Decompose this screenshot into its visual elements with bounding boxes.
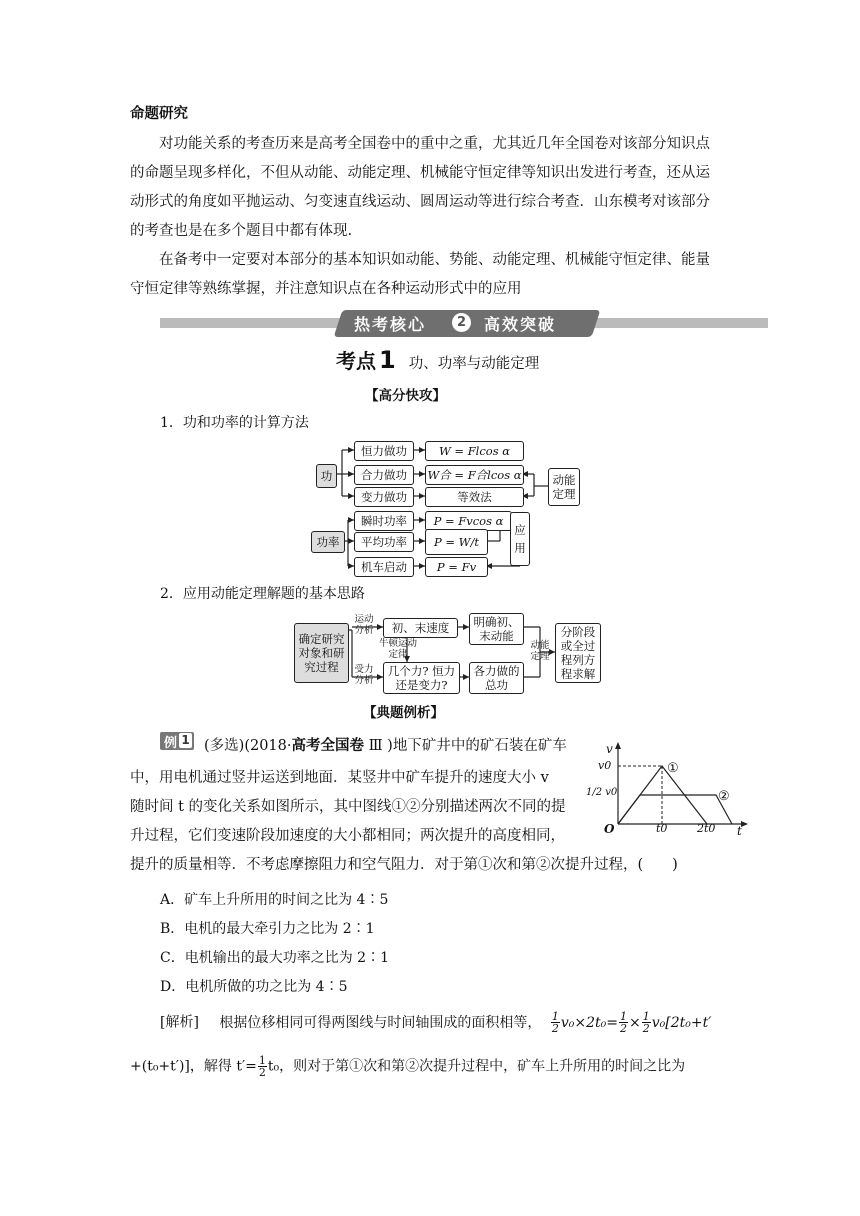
example-line: 升过程，它们变速阶段加速度的大小都相同；两次提升的高度相同， [130,828,565,844]
graph-2t0-label: 2t0 [697,822,716,835]
diagram1-hengli-formula: W = Flcos α [425,441,524,461]
diagram1-yingyong-box: 应用 [510,512,530,566]
graph-marker-2: ② [718,789,730,804]
para1-line: 动形式的角度如平抛运动、匀变速直线运动、圆周运动等进行综合考查．山东模考对该部分 [130,194,710,210]
diagram2-mingque-box: 明确初、末动能 [469,613,524,645]
graph-t-label: t [737,824,742,838]
solution-line-2-text-b: t₀，则对于第①次和第②次提升过程中，矿车上升所用的时间之比为 [267,1058,686,1075]
diagram1-dongneng-box: 动能定理 [548,468,580,506]
diagram1-jiche-formula: P = Fv [425,557,488,577]
graph-marker-1: ① [667,761,679,776]
example-source-prefix: (多选)(2018· [204,738,292,754]
graph-half-v0-label: 1/2 v0 [586,787,618,798]
graph-origin: O [604,822,615,836]
solution-line-1-text: 根据位移相同可得两图线与时间轴围成的面积相等， [219,1014,542,1031]
diagram1-heli-box: 合力做功 [354,465,414,485]
diagram2-geli-box: 各力做的总功 [469,662,524,694]
diagram1-shunshi-formula: P = Fvcos α [425,511,512,531]
banner-number-icon: 2 [452,313,471,332]
diagram1-heli-formula: W合 = F合lcos α [425,465,524,485]
solution-tag: [解析] [160,1014,199,1031]
section-title-gaofen: 【高分快攻】 [365,388,446,404]
example-tag [160,732,194,750]
para1-line: 的命题呈现多样化，不但从动能、动能定理、机械能守恒定律等知识出发进行考查，还从运 [130,165,710,181]
para2-line: 在备考中一定要对本部分的基本知识如动能、势能、动能定理、机械能守恒定律、能量 [159,252,710,268]
graph-v-label: v [606,742,613,756]
diagram1-bianli-method: 等效法 [425,487,524,507]
option-d: D．电机所做的功之比为 4∶5 [160,979,348,995]
diagram1-pingjun-formula: P = W/t [425,529,488,555]
diagram2-shouli-label: 受力分析 [354,664,374,686]
diagram1-hengli-box: 恒力做功 [354,441,414,461]
banner-left-text: 热考核心 [354,315,427,334]
solution-line-1: [解析] 根据位移相同可得两图线与时间轴围成的面积相等， $\frac{1}{2}$ v₀×2t₀= $\frac{1}{2}$ × $\frac{1}{2}$ v₀[2t₀+t′ [160,1010,712,1035]
graph-v0-label: v0 [598,759,612,772]
example-line: 提升的质量相等．不考虑摩擦阻力和空气阻力．对于第①次和第②次提升过程，( ) [130,857,678,873]
solution-line-2-text-a: +(t₀+t′)]，解得 t′= [130,1058,257,1075]
para2-line: 守恒定律等熟练掌握，并注意知识点在各种运动形式中的应用 [130,281,522,297]
graph-t0-label: t0 [656,822,668,835]
diagram1-gong-box: 功 [316,464,337,488]
kaodian-number: 1 [379,346,396,374]
kaodian-title: 功、功率与动能定理 [408,356,540,372]
section-title-diantu: 【典题例析】 [363,705,444,721]
option-b: B．电机的最大牵引力之比为 2∶1 [160,921,375,937]
para1-line: 的考查也是在多个题目中都有体现. [130,223,353,239]
example-source-name: 高考全国卷 [291,738,364,754]
example-line: 随时间 t 的变化关系如图所示，其中图线①②分别描述两次不同的提 [130,799,566,815]
diagram1-gonglv-box: 功率 [311,531,345,553]
curve-2 [618,795,732,824]
diagram1-jiche-box: 机车启动 [354,557,414,577]
diagram2-end-box: 分阶段或全过程列方程求解 [555,623,601,683]
diagram2-niudun-label: 牛顿运动定律 [378,638,417,660]
example-source-suffix: Ⅲ )地下矿井中的矿石装在矿车 [363,738,567,754]
diagram1-shunshi-box: 瞬时功率 [354,511,414,531]
example-first-line [204,734,567,755]
diagram2-dnd-label: 动能定理 [530,640,550,662]
example-line: 中，用电机通过竖井运送到地面．某竖井中矿车提升的速度大小 v [130,770,549,786]
item-2-title: 2．应用动能定理解题的基本思路 [160,586,365,602]
solution-line-2: +(t₀+t′)]，解得 t′= $\frac{1}{2}$ t₀，则对于第①次和第②次提升过程中，矿车上升所用的时间之比为 [130,1054,686,1079]
item-1-title: 1．功和功率的计算方法 [160,415,309,431]
banner-right-text: 高效突破 [484,315,557,334]
kaodian-label: 考点 [336,349,376,373]
option-c: C．电机输出的最大功率之比为 2∶1 [160,950,389,966]
diagram1-pingjun-box: 平均功率 [354,532,414,552]
diagram2-chumo-box: 初、末速度 [383,618,458,638]
intro-heading: 命题研究 [130,106,188,122]
diagram2-yundong-label: 运动分析 [354,614,374,636]
option-a: A．矿车上升所用的时间之比为 4∶5 [160,892,389,908]
diagram2-jige-box: 几个力? 恒力还是变力? [383,662,460,694]
diagram1-bianli-box: 变力做功 [354,487,414,507]
example-tag-label: 例 [164,736,178,751]
diagram2-start-box: 确定研究对象和研究过程 [294,623,349,683]
para1-line: 对功能关系的考查历来是高考全国卷中的重中之重，尤其近几年全国卷对该部分知识点 [159,136,710,152]
example-tag-number: 1 [179,733,192,748]
